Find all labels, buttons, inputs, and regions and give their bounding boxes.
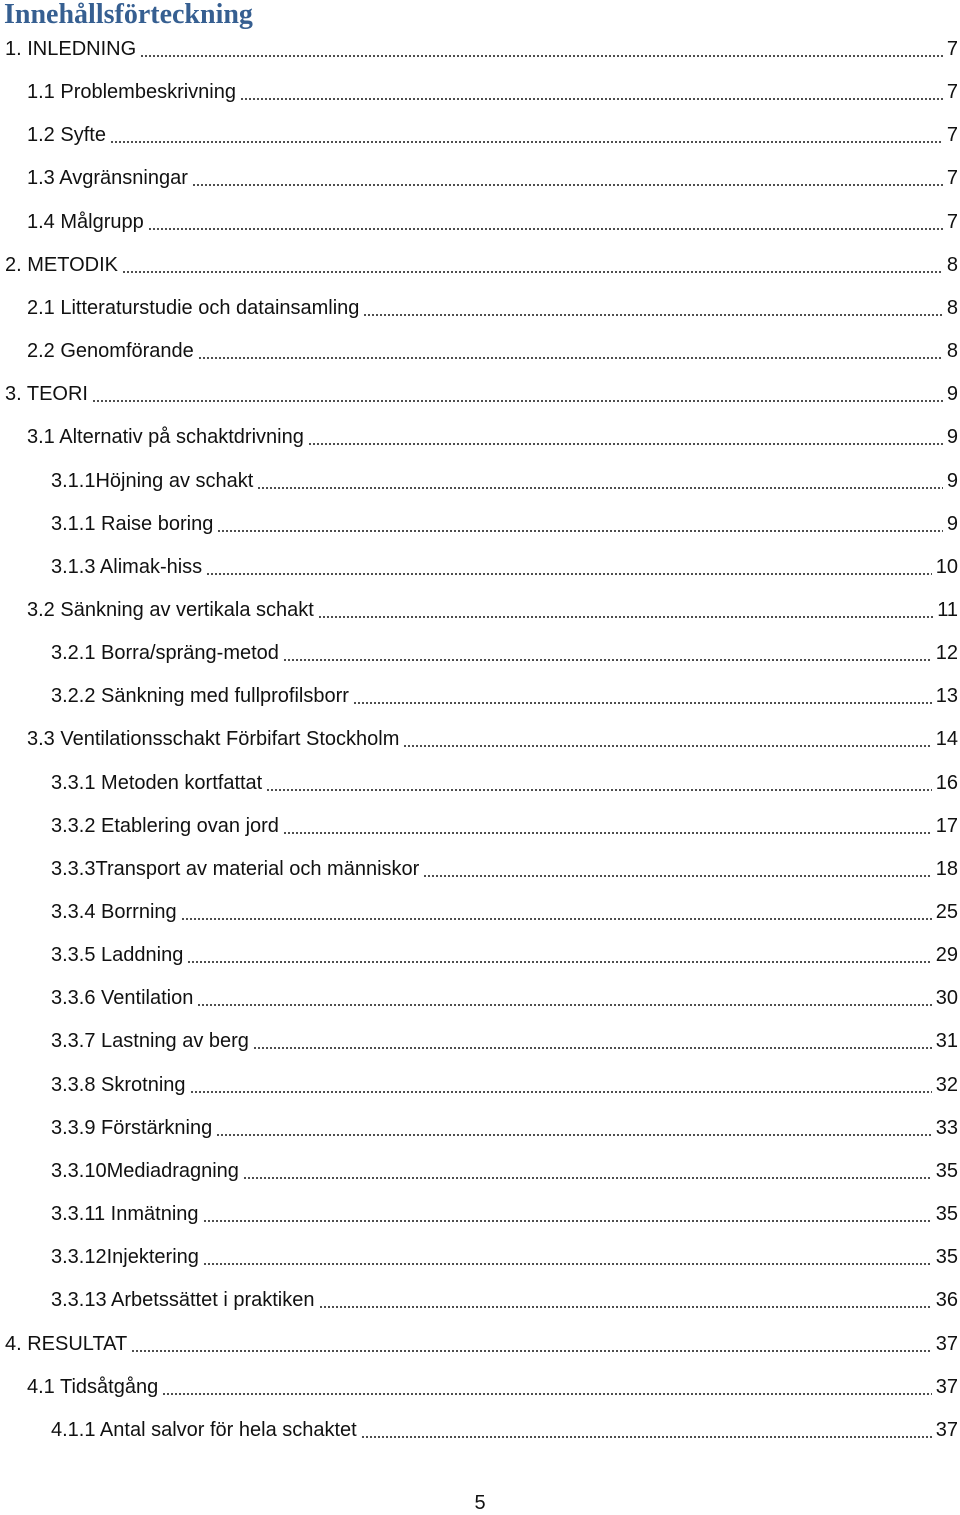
toc-entry-page: 35 <box>935 1246 958 1269</box>
toc-title: Innehållsförteckning <box>4 0 253 30</box>
toc-entry-page: 30 <box>935 987 958 1010</box>
toc-entry[interactable] <box>51 1279 960 1322</box>
toc-entry-label: 3.1.1 Raise boring <box>51 512 214 535</box>
toc-entry-page: 8 <box>946 296 958 319</box>
dot-leader <box>308 443 943 445</box>
dot-leader <box>131 1350 932 1352</box>
toc-entry-page: 16 <box>935 771 958 794</box>
toc-entry-label: 3.3.10Mediadragning <box>51 1159 239 1182</box>
toc-entry-label: 3.3 Ventilationsschakt Förbifart Stockholm <box>27 728 400 751</box>
dot-leader <box>203 1263 932 1265</box>
toc-entry-page: 7 <box>946 38 958 60</box>
toc-entry-label: 4.1.1 Antal salvor för hela schaktet <box>51 1418 357 1441</box>
toc-entry[interactable] <box>51 1193 960 1236</box>
toc-entry-label: 3.3.6 Ventilation <box>51 987 194 1010</box>
toc-entry-label: 2. METODIK <box>5 253 118 276</box>
dot-leader <box>148 228 943 230</box>
toc-entry-page: 18 <box>935 857 958 880</box>
toc-entry-label: 1. INLEDNING <box>5 38 137 60</box>
dot-leader <box>266 789 932 791</box>
toc-entry[interactable] <box>5 28 960 71</box>
toc-entry-label: 3.3.2 Etablering ovan jord <box>51 814 279 837</box>
toc-entry-label: 3.3.8 Skrotning <box>51 1073 186 1096</box>
toc-entry[interactable] <box>51 848 960 891</box>
toc-entry[interactable] <box>51 1020 960 1063</box>
toc-entry-label: 4. RESULTAT <box>5 1332 128 1355</box>
dot-leader <box>181 918 932 920</box>
toc-entry[interactable] <box>51 805 960 848</box>
toc-entry-page: 8 <box>946 340 958 363</box>
dot-leader <box>217 530 943 532</box>
toc-entry-page: 13 <box>935 685 958 708</box>
toc-entry[interactable] <box>51 1236 960 1279</box>
toc-entry-label: 3.3.9 Förstärkning <box>51 1116 213 1139</box>
dot-leader <box>361 1436 932 1438</box>
toc-entry-page: 14 <box>935 728 958 751</box>
toc-entry-label: 1.4 Målgrupp <box>27 210 144 233</box>
dot-leader <box>206 573 932 575</box>
toc-entry-label: 4.1 Tidsåtgång <box>27 1375 159 1398</box>
toc-entry[interactable] <box>27 330 960 373</box>
toc-entry[interactable] <box>5 244 960 287</box>
page-number: 5 <box>474 1492 486 1514</box>
toc-entry-page: 7 <box>946 210 958 233</box>
dot-leader <box>140 55 943 57</box>
dot-leader <box>283 659 932 661</box>
toc-entry[interactable] <box>51 1409 960 1452</box>
toc-entry-label: 3.1 Alternativ på schaktdrivning <box>27 426 304 449</box>
toc-entry-label: 3.3.7 Lastning av berg <box>51 1030 249 1053</box>
toc-entry[interactable] <box>51 1064 960 1107</box>
toc-entry-page: 35 <box>935 1203 958 1226</box>
toc-entry-page: 12 <box>935 642 958 665</box>
toc-entry-page: 29 <box>935 944 958 967</box>
toc-entry[interactable] <box>27 71 960 114</box>
dot-leader <box>92 400 943 402</box>
toc-entry-page: 10 <box>935 555 958 578</box>
dot-leader <box>283 832 932 834</box>
toc-entry[interactable] <box>51 675 960 718</box>
toc-entry-label: 1.3 Avgränsningar <box>27 167 188 190</box>
toc-entry-page: 37 <box>935 1332 958 1355</box>
dot-leader <box>190 1091 932 1093</box>
dot-leader <box>257 487 943 489</box>
toc-entry[interactable] <box>51 762 960 805</box>
dot-leader <box>122 271 943 273</box>
toc-entry[interactable] <box>51 1107 960 1150</box>
toc-entry-page: 31 <box>935 1030 958 1053</box>
toc-entry-page: 17 <box>935 814 958 837</box>
dot-leader <box>363 314 942 316</box>
toc-entry-label: 3.2.2 Sänkning med fullprofilsborr <box>51 685 349 708</box>
toc-entry-page: 7 <box>946 124 958 147</box>
toc-entry[interactable] <box>27 287 960 330</box>
dot-leader <box>110 141 943 143</box>
toc-entry-label: 1.2 Syfte <box>27 124 106 147</box>
dot-leader <box>318 616 933 618</box>
toc-entry-label: 3. TEORI <box>5 383 88 406</box>
toc-entry-label: 2.2 Genomförande <box>27 340 194 363</box>
dot-leader <box>187 961 931 963</box>
dot-leader <box>162 1393 932 1395</box>
toc-entry-page: 36 <box>935 1289 958 1312</box>
toc-entry-page: 7 <box>946 81 958 104</box>
dot-leader <box>216 1134 932 1136</box>
toc-entry-label: 3.1.3 Alimak-hiss <box>51 555 203 578</box>
dot-leader <box>353 702 932 704</box>
toc-entry[interactable] <box>27 589 960 632</box>
toc-entry[interactable] <box>27 114 960 157</box>
toc-entry-label: 3.2 Sänkning av vertikala schakt <box>27 598 314 621</box>
toc-entry[interactable] <box>51 546 960 589</box>
toc-entry-page: 25 <box>935 901 958 923</box>
toc-entry[interactable] <box>27 157 960 200</box>
toc-entry[interactable] <box>51 503 960 546</box>
dot-leader <box>423 875 931 877</box>
toc-entry-page: 8 <box>946 253 958 276</box>
toc-entry[interactable] <box>51 1150 960 1193</box>
toc-entry[interactable] <box>27 718 960 761</box>
toc-entry-label: 3.1.1Höjning av schakt <box>51 469 254 492</box>
toc-entry-page: 11 <box>937 598 958 621</box>
toc-entry-page: 33 <box>935 1116 958 1139</box>
toc-entry-page: 9 <box>946 383 958 406</box>
toc-entry-label: 3.2.1 Borra/spräng-metod <box>51 642 279 665</box>
toc-entry[interactable] <box>27 1366 960 1409</box>
toc-entry-page: 37 <box>935 1375 958 1398</box>
toc-entry-label: 3.3.4 Borrning <box>51 901 177 923</box>
toc-entry-page: 9 <box>946 512 958 535</box>
toc-entry-label: 3.3.11 Inmätning <box>51 1203 199 1226</box>
dot-leader <box>243 1177 932 1179</box>
toc-entry-label: 3.3.3Transport av material och människor <box>51 857 420 880</box>
dot-leader <box>319 1306 932 1308</box>
dot-leader <box>192 184 943 186</box>
dot-leader <box>253 1047 932 1049</box>
dot-leader <box>198 357 943 359</box>
toc-entry[interactable] <box>51 460 960 503</box>
toc-entry-label: 3.3.5 Laddning <box>51 944 184 967</box>
toc-entry-page: 37 <box>935 1418 958 1441</box>
toc-entry-page: 9 <box>946 426 958 449</box>
toc-entry[interactable] <box>27 201 960 244</box>
dot-leader <box>197 1004 931 1006</box>
dot-leader <box>403 745 931 747</box>
dot-leader <box>203 1220 932 1222</box>
toc-entry[interactable] <box>5 373 960 416</box>
toc-entry[interactable] <box>5 1323 960 1366</box>
toc-entry[interactable] <box>51 632 960 675</box>
dot-leader <box>240 98 943 100</box>
toc-entry[interactable] <box>51 977 960 1020</box>
toc-entry-page: 32 <box>935 1073 958 1096</box>
toc-entry-page: 9 <box>946 469 958 492</box>
toc-entry[interactable] <box>51 891 960 934</box>
toc-entry-label: 3.3.13 Arbetssättet i praktiken <box>51 1289 315 1312</box>
toc-entry-page: 7 <box>946 167 958 190</box>
toc-entry-label: 2.1 Litteraturstudie och datainsamling <box>27 296 360 319</box>
toc-entry-page: 35 <box>935 1159 958 1182</box>
toc-entry[interactable] <box>51 934 960 977</box>
toc-entry-label: 3.3.12Injektering <box>51 1246 199 1269</box>
toc-entry-label: 3.3.1 Metoden kortfattat <box>51 771 263 794</box>
toc-entry[interactable] <box>27 416 960 459</box>
toc-entry-label: 1.1 Problembeskrivning <box>27 81 236 104</box>
